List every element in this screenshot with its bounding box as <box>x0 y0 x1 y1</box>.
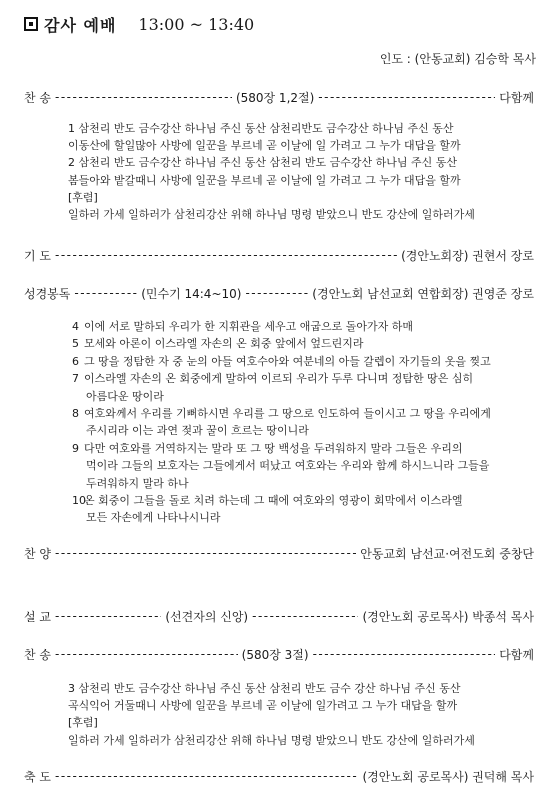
praise-row <box>24 544 534 562</box>
verse <box>72 440 542 457</box>
verse-continuation: 주시리라 이는 과연 젖과 꿀이 흐르는 땅이니라 <box>86 424 309 438</box>
verse-text: 여호와께서 우리를 기뻐하시면 우리를 그 땅으로 인도하여 들이시고 그 땅을 우리에게 <box>84 407 491 421</box>
reading-passage: (민수기 14:4~10) <box>141 286 242 301</box>
leader-dashes <box>55 248 397 262</box>
verse-continuation: 먹이라 그들의 보호자는 그들에게서 떠났고 여호와는 우리와 함께 하시느니라 그들을 <box>86 459 490 473</box>
lyric-line: 이동산에 할일많아 사방에 일꾼을 부르네 곧 이날에 일 가려고 그 누가 대답을 할까 <box>68 139 461 153</box>
verse <box>72 335 542 352</box>
leader-dashes <box>245 286 308 300</box>
scripture-text <box>72 318 542 527</box>
verse-number: 7 <box>72 372 79 386</box>
hymn2-number: (580장 3절) <box>241 647 309 662</box>
section-title <box>24 12 254 36</box>
verse <box>72 492 542 509</box>
blessing-performer: (경안노회 공로목사) 권덕해 목사 <box>362 769 534 784</box>
verse-number: 5 <box>72 337 79 351</box>
sermon-title: (선견자의 신앙) <box>165 609 249 624</box>
hymn2-label: 찬 송 <box>24 647 51 662</box>
lyric-line: 2 삼천리 반도 금수강산 하나님 주신 동산 삼천리 반도 금수강산 하나님 주신 동산 <box>68 156 457 170</box>
lyric-line: 3 삼천리 반도 금수강산 하나님 주신 동산 삼천리 반도 금수 강산 하나님 주신 동산 <box>68 682 461 695</box>
sermon-preacher: (경안노회 공로목사) 박종석 목사 <box>362 609 534 624</box>
verse-text: 온 회중이 그들을 돌로 치려 하는데 그 때에 여호와의 영광이 회막에서 이스라엘 <box>84 494 463 508</box>
leader-dashes <box>74 286 137 300</box>
hymn1-number: (580장 1,2절) <box>235 90 315 105</box>
lyric-line: 1 삼천리 반도 금수강산 하나님 주신 동산 삼천리반도 금수강산 하나님 주신 동산 <box>68 122 454 135</box>
hymn1-lyrics <box>68 120 538 223</box>
lyric-line: 일하러 가세 일하러가 삼천리강산 위해 하나님 명령 받았으니 반도 강산에 일하러가세 <box>68 733 475 747</box>
verse <box>72 318 542 335</box>
hymn2-row <box>24 645 534 663</box>
verse-continuation: 모든 자손에게 나타나시니라 <box>86 511 221 525</box>
lyric-line: 일하러 가세 일하러가 삼천리강산 위해 하나님 명령 받았으니 반도 강산에 일하러가세 <box>68 208 475 222</box>
blessing-label: 축 도 <box>24 769 51 784</box>
lyric-line: 봄들아와 밭갈때니 사방에 일꾼을 부르네 곧 이날에 일 가려고 그 누가 대답을 할까 <box>68 173 461 187</box>
leader-dashes <box>252 609 358 623</box>
prayer-label: 기 도 <box>24 248 51 263</box>
verse <box>72 405 542 422</box>
square-bullet-icon <box>24 17 38 31</box>
leader-dashes <box>318 90 495 104</box>
leader-dashes <box>55 647 238 661</box>
verse <box>72 370 542 387</box>
leader-line: 인도 : (안동교회) 김승학 목사 <box>379 52 536 66</box>
sermon-label: 설 교 <box>24 609 51 624</box>
prayer-row <box>24 246 534 264</box>
leader-dashes <box>55 546 356 560</box>
reading-label: 성경봉독 <box>24 286 71 301</box>
verse-text: 이스라엘 자손의 온 회중에게 말하여 이르되 우리가 두루 다니며 정탐한 땅은 심히 <box>84 372 474 386</box>
title-time: 13:00 ~ 13:40 <box>138 14 255 34</box>
verse-continuation: 두려워하지 말라 하나 <box>86 476 189 490</box>
verse-text: 모세와 아론이 이스라엘 자손의 온 회중 앞에서 엎드린지라 <box>84 337 364 351</box>
hymn2-lyrics <box>68 680 538 749</box>
verse-number: 10 <box>72 494 86 508</box>
sermon-row <box>24 607 534 625</box>
verse-number: 6 <box>72 354 79 368</box>
lyric-line: [후렴] <box>68 716 98 730</box>
hymn2-performer: 다함께 <box>499 647 534 662</box>
title-label: 감사 예배 <box>44 15 117 35</box>
leader-dashes <box>55 609 161 623</box>
hymn1-row <box>24 88 534 106</box>
prayer-performer: (경안노회장) 권현서 장로 <box>401 248 534 263</box>
reading-row <box>24 284 534 302</box>
verse-text: 다만 여호와를 거역하지는 말라 또 그 땅 백성을 두려워하지 말라 그들은 우리의 <box>84 441 463 455</box>
leader-dashes <box>55 769 358 783</box>
leader-dashes <box>313 647 496 661</box>
verse-text: 이에 서로 말하되 우리가 한 지휘관을 세우고 애굽으로 돌아가자 하매 <box>84 320 413 333</box>
reading-performer: (경안노회 남선교회 연합회장) 권영준 장로 <box>312 286 534 301</box>
leader-dashes <box>55 90 232 104</box>
verse-continuation: 아름다운 땅이라 <box>86 389 164 403</box>
praise-performer: 안동교회 남선교·여전도회 중창단 <box>360 546 534 561</box>
lyric-line: [후렴] <box>68 190 98 204</box>
blessing-row <box>24 767 534 785</box>
verse <box>72 353 542 370</box>
verse-number: 4 <box>72 320 79 333</box>
lyric-line: 곡식익어 거둘때니 사방에 일꾼을 부르네 곧 이날에 일가려고 그 누가 대답을 할까 <box>68 699 458 713</box>
verse-number: 9 <box>72 441 79 455</box>
hymn1-label: 찬 송 <box>24 90 51 105</box>
verse-text: 그 땅을 정탐한 자 중 눈의 아들 여호수아와 여분네의 아들 갈렙이 자기들의 옷을 찢고 <box>84 354 491 368</box>
verse-number: 8 <box>72 407 79 421</box>
praise-label: 찬 양 <box>24 546 51 561</box>
hymn1-performer: 다함께 <box>499 90 535 105</box>
